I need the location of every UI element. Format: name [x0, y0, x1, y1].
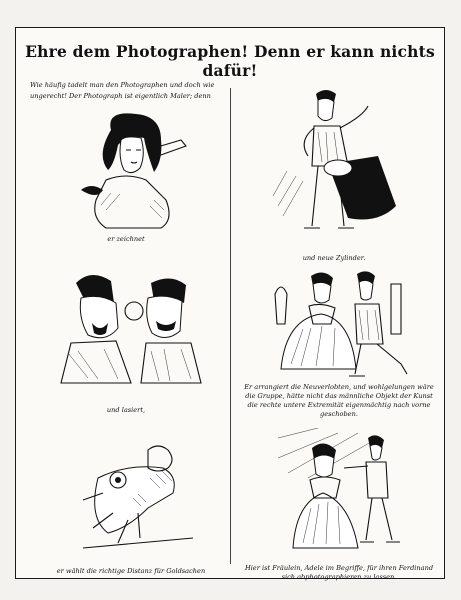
caption-right-3: Hier ist Fräulein, Adele im Begriffe, für ihren Ferdinand sich abphotographieren zu lassen. [244, 564, 434, 581]
intro-text: Wie häufig tadelt man den Photographen und doch wie ungerecht! Der Photograph ist eigentlich Maler; denn [30, 81, 215, 100]
page-frame [15, 27, 445, 579]
illustration-two-men-lacquering [56, 263, 206, 388]
caption-right-2: Er arrangiert die Neuverlobten, und wohlgelungen wäre die Gruppe, hätte nicht das männliche Objekt der Kunst die rechte untere Extremität eigenmächtig nach vorne geschoben. [244, 383, 434, 418]
illustration-adele-and-photographer [278, 428, 408, 553]
page-title: Ehre dem Photographen! Denn er kann nichts dafür! [25, 42, 435, 80]
caption-left-3: er wählt die richtige Distanz für Goldsachen [56, 567, 206, 575]
column-divider [230, 88, 231, 564]
illustration-hand-with-jewelry [78, 438, 198, 553]
illustration-engaged-couple [261, 264, 411, 384]
illustration-man-with-top-hat [268, 86, 398, 246]
caption-left-1: er zeichnet [107, 235, 145, 243]
caption-right-1: und neue Zylinder. [302, 254, 366, 262]
caption-left-2: und lasiert, [106, 406, 146, 414]
illustration-woman-drawing [66, 110, 196, 235]
